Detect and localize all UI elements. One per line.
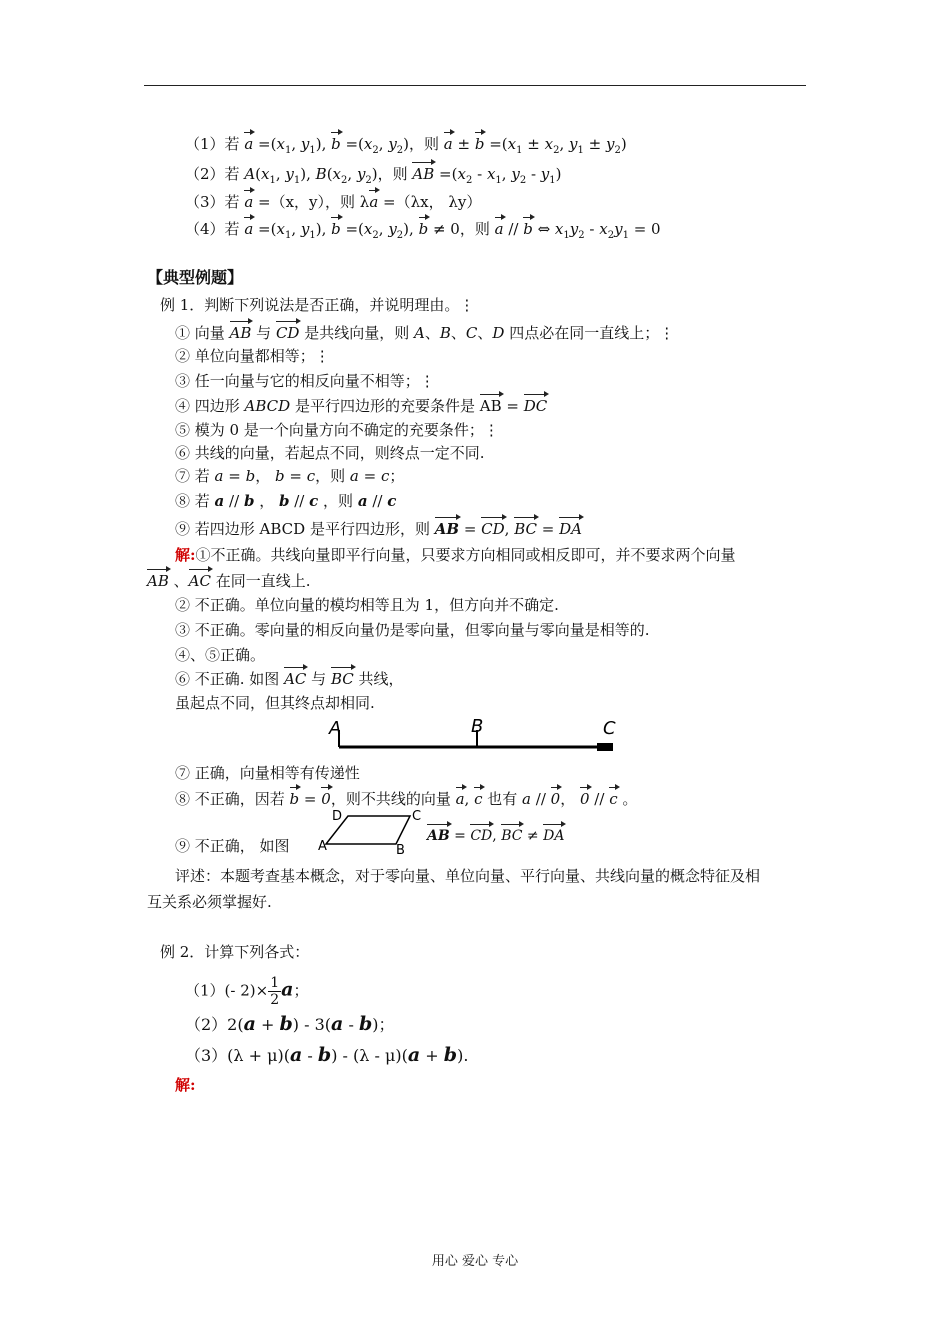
ex1-item-9: ⑨ 若四边形 ABCD 是平行四边形，则 AB = CD, BC = DA <box>175 515 582 539</box>
ex1-item-4: ④ 四边形 ABCD 是平行四边形的充要条件是 AB = DC <box>175 392 547 416</box>
ex1-solution-6a: ⑥ 不正确. 如图 AC 与 BC 共线， <box>175 665 404 689</box>
ex1-solution-9: ⑨ 不正确， 如图 <box>175 837 290 855</box>
ex1-comment-a: 评述：本题考查基本概念，对于零向量、单位向量、平行向量、共线向量的概念特征及相 <box>175 867 761 885</box>
ex1-item-3: ③ 任一向量与它的相反向量不相等；⋮ <box>175 372 435 390</box>
vertex-c-label: C <box>412 809 422 824</box>
ex2-item-2: （2）2(a + b) - 3(a - b)； <box>185 1013 395 1035</box>
ex1-solution-1a: 解:①不正确。共线向量即平行向量，只要求方向相同或相反即可，并不要求两个向量 <box>175 546 736 564</box>
page-footer: 用心 爱心 专心 <box>431 1254 519 1269</box>
collinear-figure <box>325 712 625 756</box>
formula-4: （4）若 $a =(x_1$, $y_1$), $b =(x_2$, $y_2$), b ≠ 0，则 a // b ⇔ $x_1y_2 - x_2y_1 = 0$ <box>185 215 661 246</box>
section-title: 【典型例题】 <box>147 268 244 287</box>
point-c-label: C <box>603 718 616 739</box>
header-rule <box>144 85 806 86</box>
ex1-solution-8: ⑧ 不正确，因若 b = 0，则不共线的向量 a, c 也有 a // 0， 0 // c 。 <box>175 785 637 809</box>
ex1-solution-45: ④、⑤正确。 <box>175 646 266 664</box>
ex1-solution-6b: 虽起点不同，但其终点却相同. <box>175 694 375 712</box>
ex1-title: 例 1．判断下列说法是否正确，并说明理由。⋮ <box>160 296 475 314</box>
figure-arrow-head <box>597 743 613 751</box>
ex2-solution-label: 解: <box>175 1076 196 1094</box>
ex1-item-7: ⑦ 若 a = b， b = c，则 a = c； <box>175 467 405 485</box>
ex1-item-1: ① 向量 AB 与 CD 是共线向量，则 A、B、C、D 四点必在同一直线上；⋮ <box>175 319 674 343</box>
formula-3: （3）若 a =（x，y），则 λa =（λx， λy） <box>185 188 481 212</box>
vertex-d-label: D <box>332 809 343 824</box>
ex2-item-3: （3）(λ + μ)(a - b) - (λ - μ)(a + b). <box>185 1044 469 1066</box>
vertex-b-label: B <box>396 843 405 856</box>
ex2-title: 例 2．计算下列各式： <box>160 943 310 961</box>
ex1-solution-1b: AB 、AC 在同一直线上. <box>147 567 311 591</box>
ex1-comment-b: 互关系必须掌握好. <box>147 893 272 911</box>
ex1-solution-3: ③ 不正确。零向量的相反向量仍是零向量，但零向量与零向量是相等的. <box>175 621 650 639</box>
vertex-a-label: A <box>318 839 327 854</box>
ex1-item-2: ② 单位向量都相等；⋮ <box>175 347 330 365</box>
parallelogram-figure <box>318 806 428 856</box>
ex1-solution-7: ⑦ 正确，向量相等有传递性 <box>175 764 360 782</box>
ex1-item-6: ⑥ 共线的向量，若起点不同，则终点一定不同. <box>175 444 485 462</box>
formula-1: （1）若 $a =(x_1$, $y_1$), $b =(x_2$, $y_2$)，则 $a \pm b =(x_1 \pm x_2$, $y_1 \pm y_2$) <box>185 130 627 161</box>
ex1-solution-9-formula: AB = CD, BC ≠ DA <box>427 822 564 846</box>
ex1-item-5: ⑤ 模为 0 是一个向量方向不确定的充要条件；⋮ <box>175 421 499 439</box>
point-a-label: A <box>329 718 342 739</box>
ex1-solution-2: ② 不正确。单位向量的模均相等且为 1，但方向并不确定. <box>175 596 559 614</box>
ex2-item-1: （1）(- 2)× $\frac{1}{2}$ a； <box>185 975 309 1008</box>
formula-2: （2）若 $A(x_1$, $y_1$), $B(x_2$, $y_2$)，则 AB $=(x_2 - x_1$, $y_2 - y_1$) <box>185 160 562 191</box>
point-b-label: B <box>471 716 484 737</box>
ex1-item-8: ⑧ 若 a // b ， b // c ，则 a // c <box>175 492 397 510</box>
